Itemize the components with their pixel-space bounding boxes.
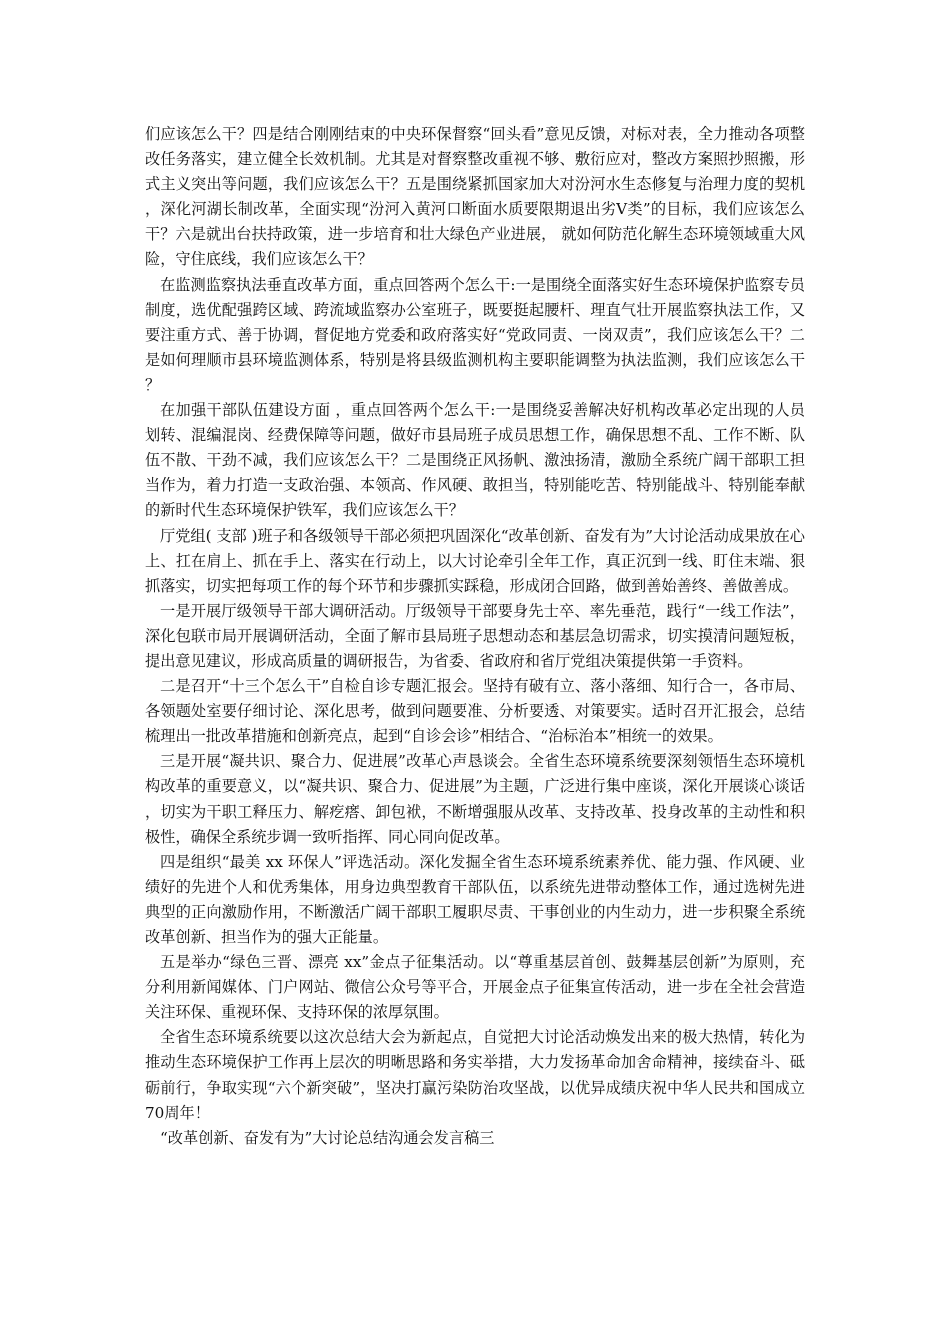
paragraph-item-three: 三是开展“凝共识、聚合力、促进展”改革心声恳谈会。全省生态环境系统要深刻领悟生态环境机构改革的重要意义，以“凝共识、聚合力、促进展”为主题，广泛进行集中座谈，深化开展谈心谈话，切实为干职工释压力、解疙瘩、卸包袱，不断增强服从改革、支持改革、投身改革的主动性和积极性，确保全系统步调一致听指挥、同心同向促改革。 bbox=[145, 752, 805, 846]
paragraph-item-four: 四是组织“最美 xx 环保人”评选活动。深化发掘全省生态环境系统素养优、能力强、作风硬、业绩好的先进个人和优秀集体，用身边典型教育干部队伍，以系统先进带动整体工作，通过选树先进典型的正向激励作用，不断激活广阔干部职工履职尽责、干事创业的内生动力，进一步积聚全系统改革创新、担当作为的强大正能量。 bbox=[145, 852, 805, 946]
paragraph-item-one: 一是开展厅级领导干部大调研活动。厅级领导干部要身先士卒、率先垂范，践行“一线工作法”，深化包联市局开展调研活动，全面了解市县局班子思想动态和基层急切需求，切实摸清问题短板，提出意见建议，形成高质量的调研报告，为省委、省政府和省厅党组决策提供第一手资料。 bbox=[145, 601, 805, 670]
document-page bbox=[145, 122, 805, 1151]
paragraph-item-five: 五是举办“绿色三晋、漂亮 xx”金点子征集活动。以“尊重基层首创、鼓舞基层创新”为原则，充分利用新闻媒体、门户网站、微信公众号等平合，开展金点子征集宣传活动，进一步在全社会营造关注环保、重视环保、支持环保的浓厚氛围。 bbox=[145, 953, 805, 1022]
paragraph-supervision-reform: 在监测监察执法垂直改革方面，重点回答两个怎么干:一是围绕全面落实好生态环境保护监察专员制度，选优配强跨区域、跨流域监察办公室班子，既要挺起腰杆、理直气壮开展监察执法工作，又要注重方式、善于协调，督促地方党委和政府落实好“党政同责、一岗双责”，我们应该怎么干？二是如何理顺市县环境监测体系，特别是将县级监测机构主要职能调整为执法监测，我们应该怎么干？ bbox=[145, 275, 805, 394]
paragraph-continuation: 们应该怎么干？四是结合刚刚结束的中央环保督察“回头看”意见反馈，对标对表，全力推动各项整改任务落实，建立健全长效机制。尤其是对督察整改重视不够、敷衍应对，整改方案照抄照搬，形式主义突出等问题，我们应该怎么干？五是围绕紧抓国家加大对汾河水生态修复与治理力度的契机，深化河湖长制改革，全面实现“汾河入黄河口断面水质要限期退出劣Ⅴ类”的目标，我们应该怎么干？六是就出台扶持政策，进一步培育和壮大绿色产业进展， 就如何防范化解生态环境领域重大风险，守住底线，我们应该怎么干？ bbox=[145, 125, 805, 269]
next-section-title: “改革创新、奋发有为”大讨论总结沟通会发言稿三 bbox=[160, 1128, 495, 1147]
paragraph-cadre-team: 在加强干部队伍建设方面 ，重点回答两个怎么干:一是围绕妥善解决好机构改革必定出现的人员划转、混编混岗、经费保障等问题，做好市县局班子成员思想工作，确保思想不乱、工作不断、队伍不散、干劲不减，我们应该怎么干？二是围绕正风扬帆、激浊扬清，激励全系统广阔干部职工担当作为，着力打造一支政治强、本领高、作风硬、敢担当，特别能吃苦、特别能战斗、特别能奉献的新时代生态环境保护铁军，我们应该怎么干？ bbox=[145, 401, 805, 520]
paragraph-item-two: 二是召开“十三个怎么干”自检自诊专题汇报会。坚持有破有立、落小落细、知行合一，各市局、各领题处室要仔细讨论、深化思考，做到问题要准、分析要透、对策要实。适时召开汇报会，总结梳理出一批改革措施和创新亮点，起到“自诊会诊”相结合、“治标治本”相统一的效果。 bbox=[145, 677, 805, 746]
paragraph-conclusion: 全省生态环境系统要以这次总结大会为新起点，自觉把大讨论活动焕发出来的极大热情，转化为推动生态环境保护工作再上层次的明晰思路和务实举措，大力发扬革命加舍命精神，接续奋斗、砥砺前行，争取实现“六个新突破”，坚决打赢污染防治攻坚战，以优异成绩庆祝中华人民共和国成立70周年！ bbox=[145, 1028, 805, 1122]
paragraph-party-group: 厅党组( 支部 )班子和各级领导干部必须把巩固深化“改革创新、奋发有为”大讨论活动成果放在心上、扛在肩上、抓在手上、落实在行动上，以大讨论牵引全年工作，真正沉到一线、盯住末端、狠抓落实，切实把每项工作的每个环节和步骤抓实踩稳，形成闭合回路，做到善始善终、善做善成。 bbox=[145, 526, 805, 595]
